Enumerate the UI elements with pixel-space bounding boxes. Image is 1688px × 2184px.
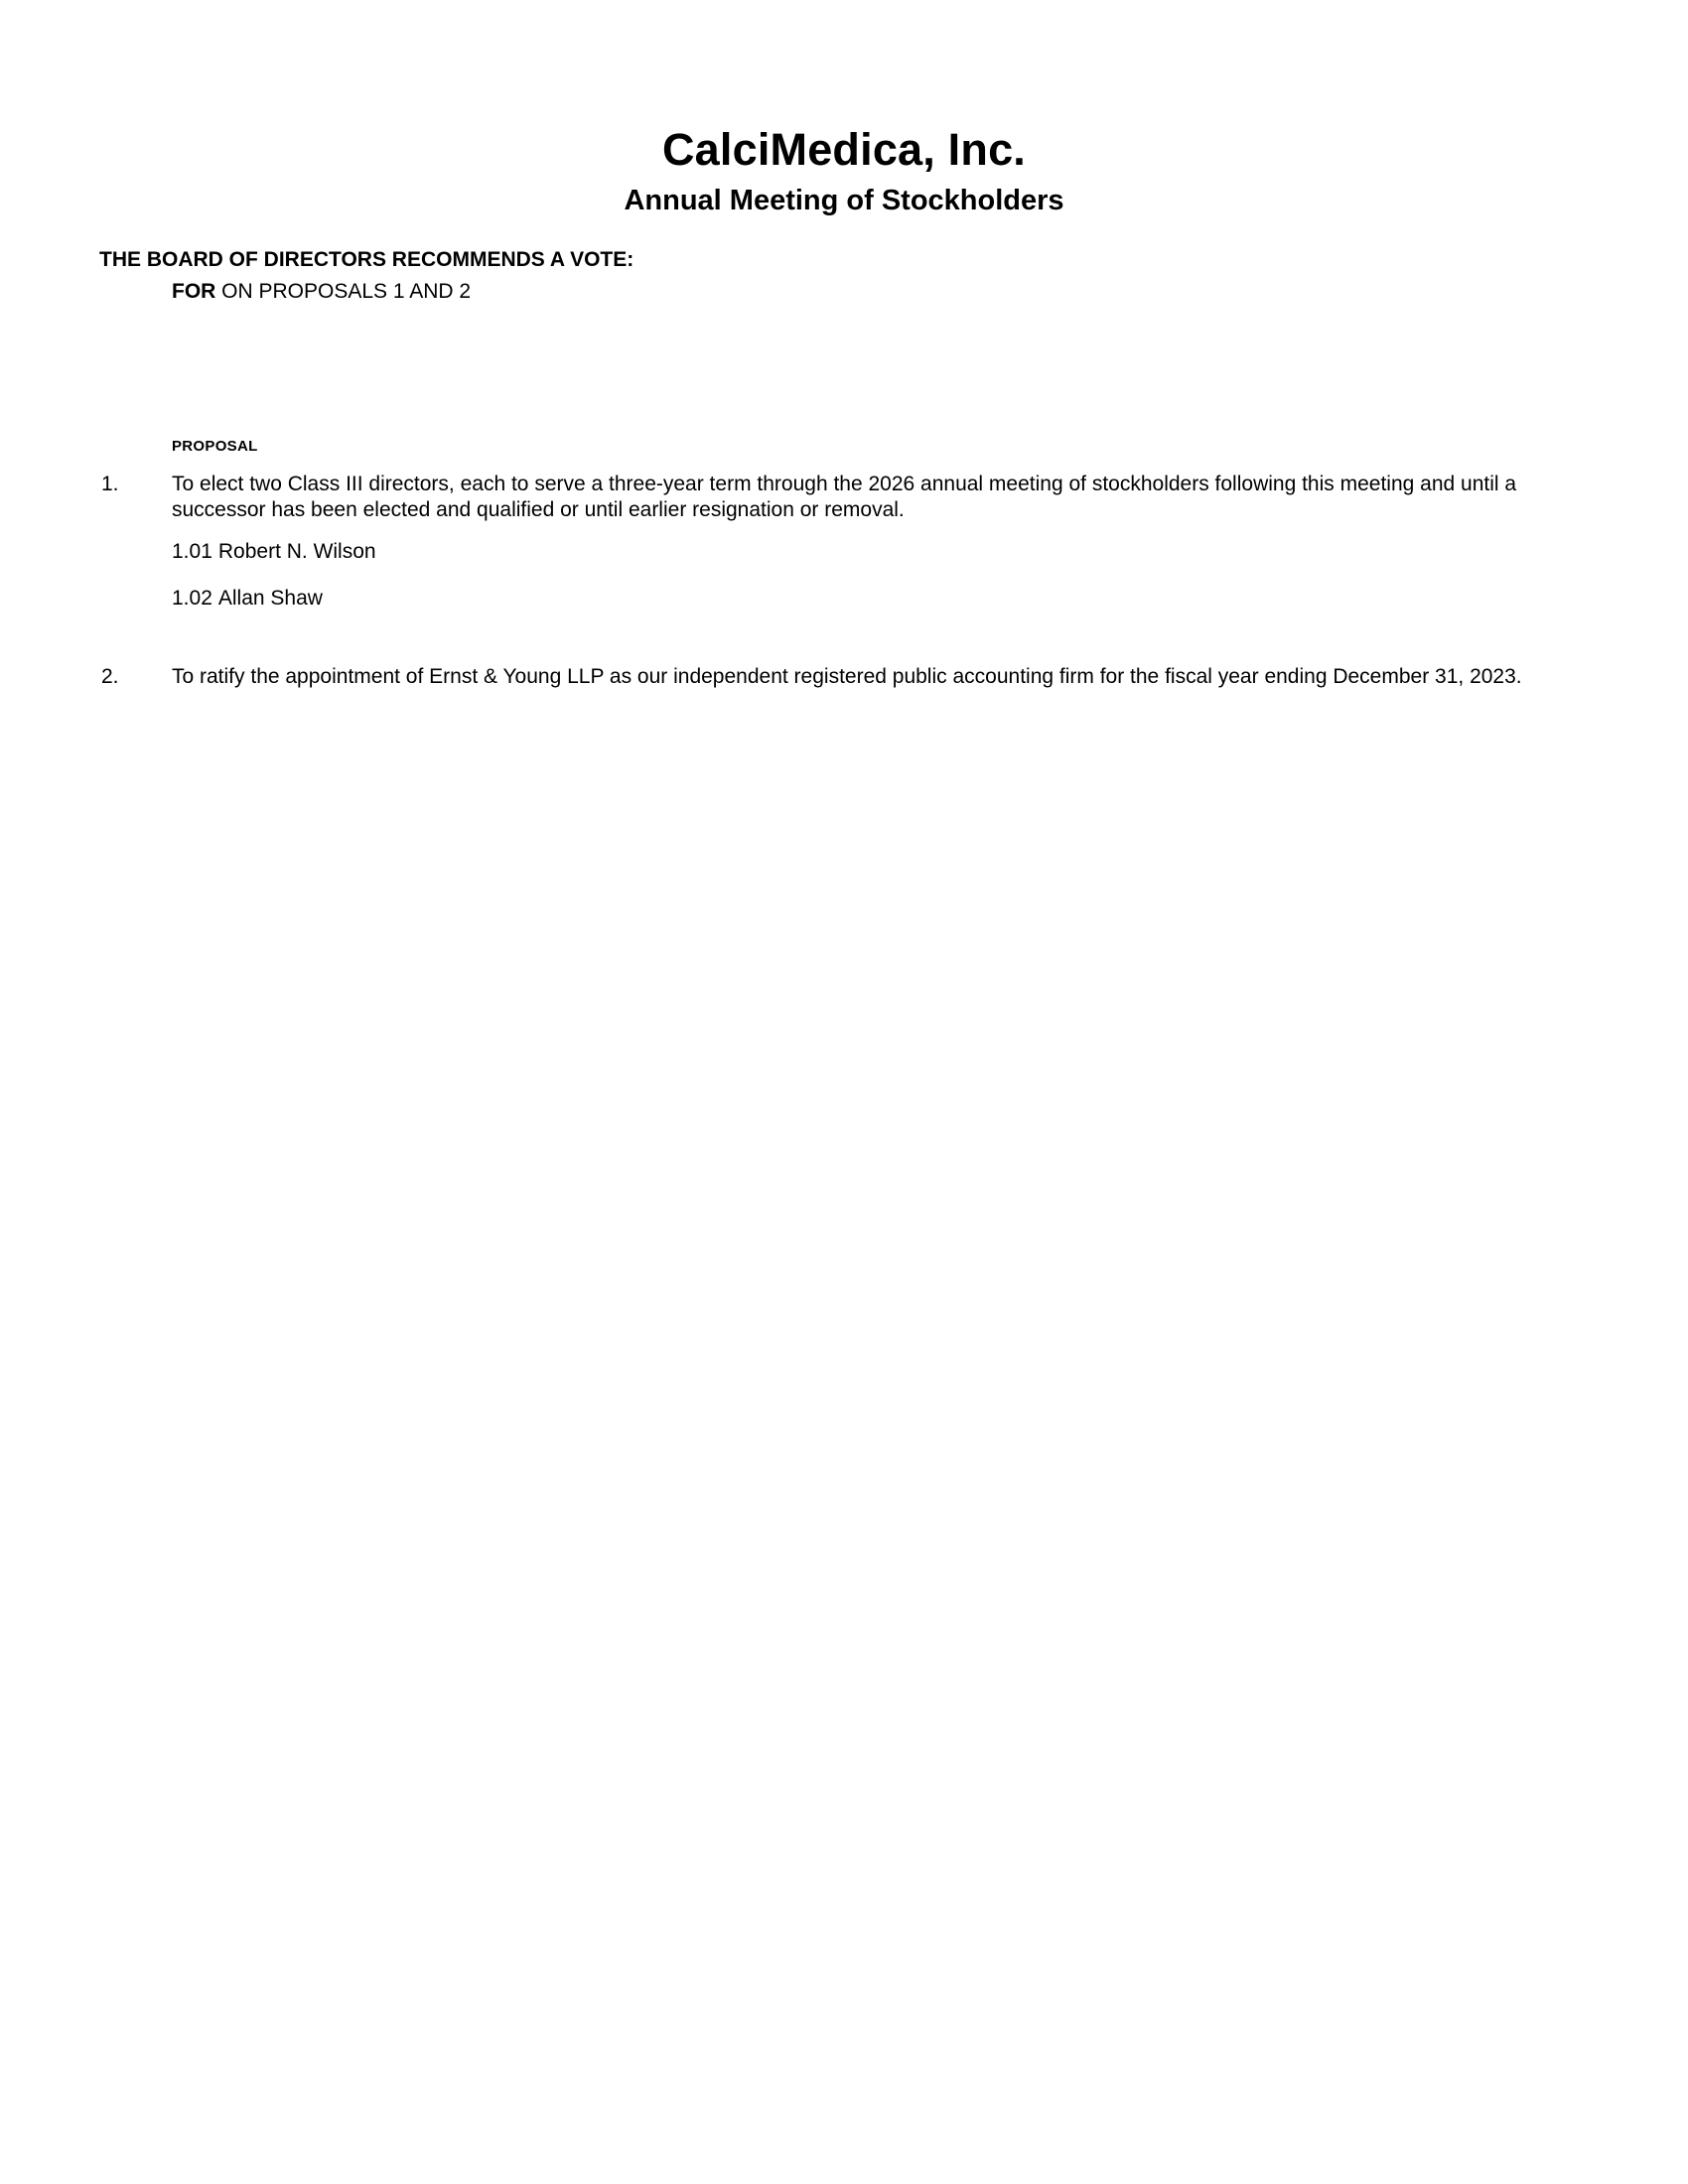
nominee-1-02 [172, 586, 323, 612]
nominee-name: Allan Shaw [217, 587, 323, 610]
nominee-1-01 [172, 539, 376, 565]
nominee-name: Robert N. Wilson [217, 540, 376, 563]
proposal-column-label: PROPOSAL [172, 438, 258, 455]
board-recommendation-heading: THE BOARD OF DIRECTORS RECOMMENDS A VOTE: [99, 248, 634, 271]
nominee-number: 1.02 [172, 587, 212, 610]
proposal-2-number: 2. [101, 665, 119, 688]
nominee-number: 1.01 [172, 540, 212, 563]
meeting-title: Annual Meeting of Stockholders [624, 185, 1064, 216]
board-recommendation-line [172, 279, 471, 305]
vote-proposals-text: ON PROPOSALS 1 AND 2 [215, 280, 472, 303]
proposal-2-text: To ratify the appointment of Ernst & Young LLP as our independent registered public accounting firm for the fiscal year ending December 31, 2023. [172, 665, 1522, 688]
proposal-1-number: 1. [101, 473, 119, 495]
company-name: CalciMedica, Inc. [661, 124, 1027, 175]
proposal-1-text: To elect two Class III directors, each to serve a three-year term through the 2026 annual meeting of stockholders following this meeting and until a successor has been elected and qualified or until earlier resignation or removal. [172, 473, 1517, 521]
vote-for-label: FOR [172, 280, 216, 303]
